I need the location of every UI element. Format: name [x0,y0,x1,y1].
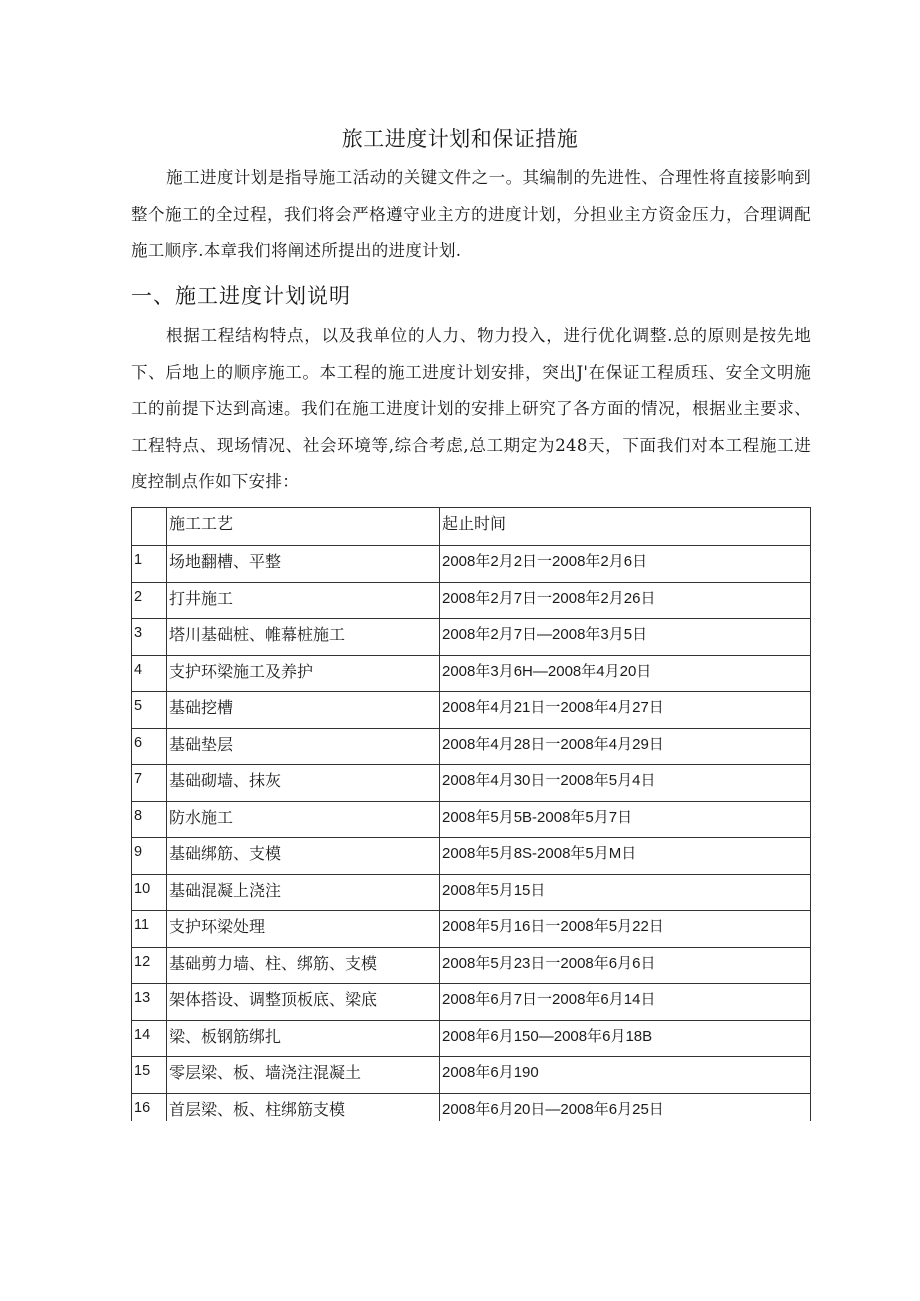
row-period-cell: 2008年3月6H—2008年4月20日 [440,655,811,692]
table-row [132,1093,811,1121]
row-period-cell: 2008年2月7日一2008年2月26日 [440,582,811,619]
row-num-cell: 16 [132,1093,167,1121]
row-process-cell: 基础挖槽 [167,692,440,729]
row-process-cell: 基础垫层 [167,728,440,765]
row-num-cell: 8 [132,801,167,838]
row-process-cell: 打井施工 [167,582,440,619]
table-row [132,546,811,583]
table-row [132,911,811,948]
row-num-cell: 3 [132,619,167,656]
row-num-cell: 4 [132,655,167,692]
row-process-cell: 架体搭设、调整顶板底、梁底 [167,984,440,1021]
table-row [132,728,811,765]
row-period-cell: 2008年6月7日一2008年6月14日 [440,984,811,1021]
row-period-cell: 2008年5月5B-2008年5月7日 [440,801,811,838]
row-num-cell: 5 [132,692,167,729]
row-process-cell: 基础混凝上浇注 [167,874,440,911]
row-process-cell: 基础剪力墙、柱、绑筋、支模 [167,947,440,984]
row-process-cell: 场地翻槽、平整 [167,546,440,583]
row-process-cell: 支护环梁施工及养护 [167,655,440,692]
row-num-cell: 7 [132,765,167,802]
header-period-cell: 起止时间 [440,508,811,546]
section-body-paragraph: 根据工程结构特点，以及我单位的人力、物力投入，进行优化调整.总的原则是按先地下、后地上的顺序施工。本工程的施工进度计划安排，突出J'在保证工程质珏、安全文明施工的前提下达到高速。我们在施工进度计划的安排上研究了各方面的情况，根据业主要求、工程特点、现场情况、社会环境等,综合考虑,总工期定为248天，下面我们对本工程施工进度控制点作如下安排： [131,326,811,491]
table-row [132,692,811,729]
row-process-cell: 支护环梁处理 [167,911,440,948]
row-num-cell: 1 [132,546,167,583]
row-period-cell: 2008年6月20日—2008年6月25日 [440,1093,811,1121]
table-row [132,947,811,984]
table-row [132,1020,811,1057]
row-period-cell: 2008年5月15日 [440,874,811,911]
row-period-cell: 2008年5月8S-2008年5月M日 [440,838,811,875]
row-num-cell: 15 [132,1057,167,1094]
row-process-cell: 首层梁、板、柱绑筋支模 [167,1093,440,1121]
table-row [132,838,811,875]
header-num-cell [132,508,167,546]
row-num-cell: 9 [132,838,167,875]
header-process-cell: 施工工艺 [167,508,440,546]
table-row [132,984,811,1021]
row-process-cell: 防水施工 [167,801,440,838]
row-period-cell: 2008年2月2日一2008年2月6日 [440,546,811,583]
row-process-cell: 零层梁、板、墙浇注混凝土 [167,1057,440,1094]
row-period-cell: 2008年4月30日一2008年5月4日 [440,765,811,802]
row-num-cell: 12 [132,947,167,984]
table-row [132,765,811,802]
schedule-table [131,507,811,1121]
table-row [132,655,811,692]
row-period-cell: 2008年6月190 [440,1057,811,1094]
row-period-cell: 2008年4月21日一2008年4月27日 [440,692,811,729]
table-row [132,801,811,838]
table-header-row [132,508,811,546]
table-row [132,1057,811,1094]
row-num-cell: 6 [132,728,167,765]
row-period-cell: 2008年4月28日一2008年4月29日 [440,728,811,765]
row-num-cell: 13 [132,984,167,1021]
row-num-cell: 11 [132,911,167,948]
row-process-cell: 梁、板钢筋绑扎 [167,1020,440,1057]
row-period-cell: 2008年5月16日一2008年5月22日 [440,911,811,948]
row-period-cell: 2008年6月150—2008年6月18B [440,1020,811,1057]
row-num-cell: 14 [132,1020,167,1057]
document-title: 旅工进度计划和保证措施 [341,127,579,151]
table-row [132,619,811,656]
row-process-cell: 基础绑筋、支模 [167,838,440,875]
table-row [132,582,811,619]
table-row [132,874,811,911]
intro-paragraph: 施工进度计划是指导施工活动的关键文件之一。其编制的先进性、合理性将直接影响到整个施工的全过程，我们将会严格遵守业主方的进度计划，分担业主方资金压力，合理调配施工顺序.本章我们将阐述所提出的进度计划. [131,168,811,260]
row-num-cell: 10 [132,874,167,911]
row-num-cell: 2 [132,582,167,619]
row-process-cell: 塔川基础桩、帷幕桩施工 [167,619,440,656]
row-process-cell: 基础砌墙、抹灰 [167,765,440,802]
row-period-cell: 2008年2月7日—2008年3月5日 [440,619,811,656]
row-period-cell: 2008年5月23日一2008年6月6日 [440,947,811,984]
section-heading: 一、施工进度计划说明 [131,284,351,308]
